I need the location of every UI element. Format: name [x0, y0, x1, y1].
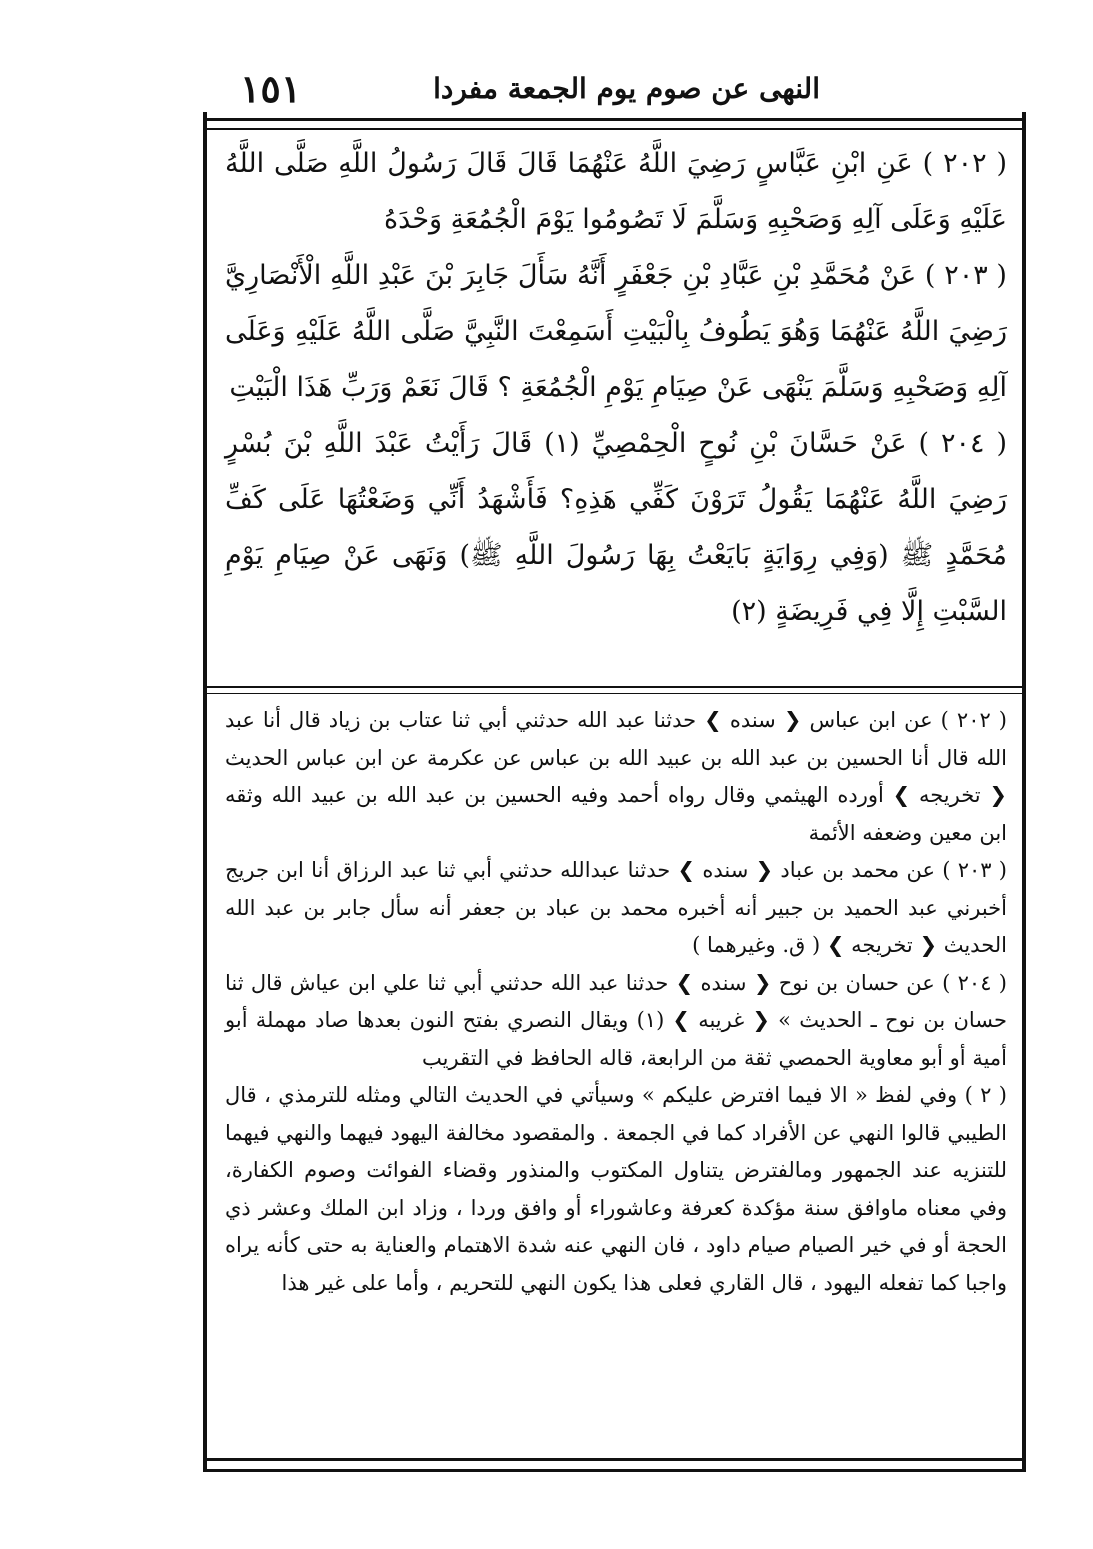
- hadith-body: عَنْ حَسَّانَ بْنِ نُوحٍ الْحِمْصِيِّ (١) قَالَ رَأَيْتُ عَبْدَ اللَّهِ بْنَ بُسْرٍ رَضِيَ اللَّهُ عَنْهُمَا يَقُولُ تَرَوْنَ كَفِّي هَذِهِ؟ فَأَشْهَدُ أَنِّي وَضَعْتُهَا عَلَى كَفِّ مُحَمَّدٍ ﷺ (وَفِي رِوَايَةٍ بَايَعْتُ بِهَا رَسُولَ اللَّهِ ﷺ) وَنَهَى عَنْ صِيَامِ يَوْمِ السَّبْتِ إِلَّا فِي فَرِيضَةٍ (٢): [225, 428, 1007, 627]
- commentary-footnote-2: ( ٢ ) وفي لفظ « الا فيما افترض عليكم » وسيأتي في الحديث التالي ومثله للترمذي ، قال الطيبي قالوا النهي عن الأفراد كما في الجمعة . والمقصود مخالفة اليهود فيهما والنهي فيهما للتنزيه عند الجمهور ومالفترض يتناول المكتوب والمنذور وقضاء الفوائت وصوم الكفارة، وفي معناه ماوافق سنة مؤكدة كعرفة وعاشوراء أو وافق وردا ، وزاد ابن الملك وعشر ذي الحجة أو في خير الصيام صيام داود ، فان النهي عنه شدة الاهتمام والعناية به حتى كأنه يراه واجبا كما تفعله اليهود ، قال القاري فعلى هذا يكون النهي للتحريم ، وأما على غير هذا: [225, 1083, 1007, 1295]
- top-double-rule: [203, 118, 1026, 130]
- hadith-number: ( ٢٠٣ ): [924, 260, 1007, 291]
- hadith-203: [225, 248, 1007, 416]
- hadith-text-section: [225, 136, 1007, 682]
- hadith-202: [225, 136, 1007, 248]
- hadith-body: عَنِ ابْنِ عَبَّاسٍ رَضِيَ اللَّهُ عَنْهُمَا قَالَ قَالَ رَسُولُ اللَّهِ صَلَّى اللَّهُ عَلَيْهِ وَعَلَى آلِهِ وَصَحْبِهِ وَسَلَّمَ لَا تَصُومُوا يَوْمَ الْجُمُعَةِ وَحْدَهُ: [225, 148, 1007, 235]
- commentary-204: ( ٢٠٤ ) عن حسان بن نوح ❮ سنده ❯ حدثنا عبد الله حدثني أبي ثنا علي ابن عياش قال ثنا حسان بن نوح ـ الحديث » ❮ غريبه ❯ (١) ويقال النصري بفتح النون بعدها صاد مهملة أبو أمية أو أبو معاوية الحمصي ثقة من الرابعة، قاله الحافظ في التقريب: [225, 970, 1007, 1070]
- running-title: النهى عن صوم يوم الجمعة مفردا: [433, 72, 820, 105]
- commentary-202: ( ٢٠٢ ) عن ابن عباس ❮ سنده ❯ حدثنا عبد الله حدثني أبي ثنا عتاب بن زياد قال أنا عبد الله قال أنا الحسين بن عبد الله بن عبيد الله بن عباس عن عكرمة عن ابن عباس الحديث ❮ تخريجه ❯ أورده الهيثمي وقال رواه أحمد وفيه الحسين بن عبد الله بن عبيد الله وثقه ابن معين وضعفه الأئمة: [225, 708, 1008, 845]
- middle-divider-rule: [203, 686, 1026, 694]
- page-number: ١٥١: [240, 66, 302, 111]
- hadith-204: [225, 416, 1007, 640]
- bottom-double-rule: [203, 1458, 1026, 1472]
- hadith-number: ( ٢٠٤ ): [918, 428, 1007, 459]
- commentary-203: ( ٢٠٣ ) عن محمد بن عباد ❮ سنده ❯ حدثنا عبدالله حدثني أبي ثنا عبد الرزاق أنا ابن جريج أخبرني عبد الحميد بن جبير أنه أخبره محمد بن عباد بن جعفر أنه سأل جابر بن عبد الله الحديث ❮ تخريجه ❯ ( ق. وغيرهما ): [225, 858, 1007, 957]
- page-header: [220, 66, 820, 116]
- hadith-number: ( ٢٠٢ ): [922, 148, 1007, 179]
- commentary-section: [225, 702, 1007, 1454]
- hadith-body: عَنْ مُحَمَّدِ بْنِ عَبَّادِ بْنِ جَعْفَرٍ أَنَّهُ سَأَلَ جَابِرَ بْنَ عَبْدِ اللَّهِ الْأَنْصَارِيَّ رَضِيَ اللَّهُ عَنْهُمَا وَهُوَ يَطُوفُ بِالْبَيْتِ أَسَمِعْتَ النَّبِيَّ صَلَّى اللَّهُ عَلَيْهِ وَعَلَى آلِهِ وَصَحْبِهِ وَسَلَّمَ يَنْهَى عَنْ صِيَامِ يَوْمِ الْجُمُعَةِ ؟ قَالَ نَعَمْ وَرَبِّ هَذَا الْبَيْتِ: [225, 260, 1007, 403]
